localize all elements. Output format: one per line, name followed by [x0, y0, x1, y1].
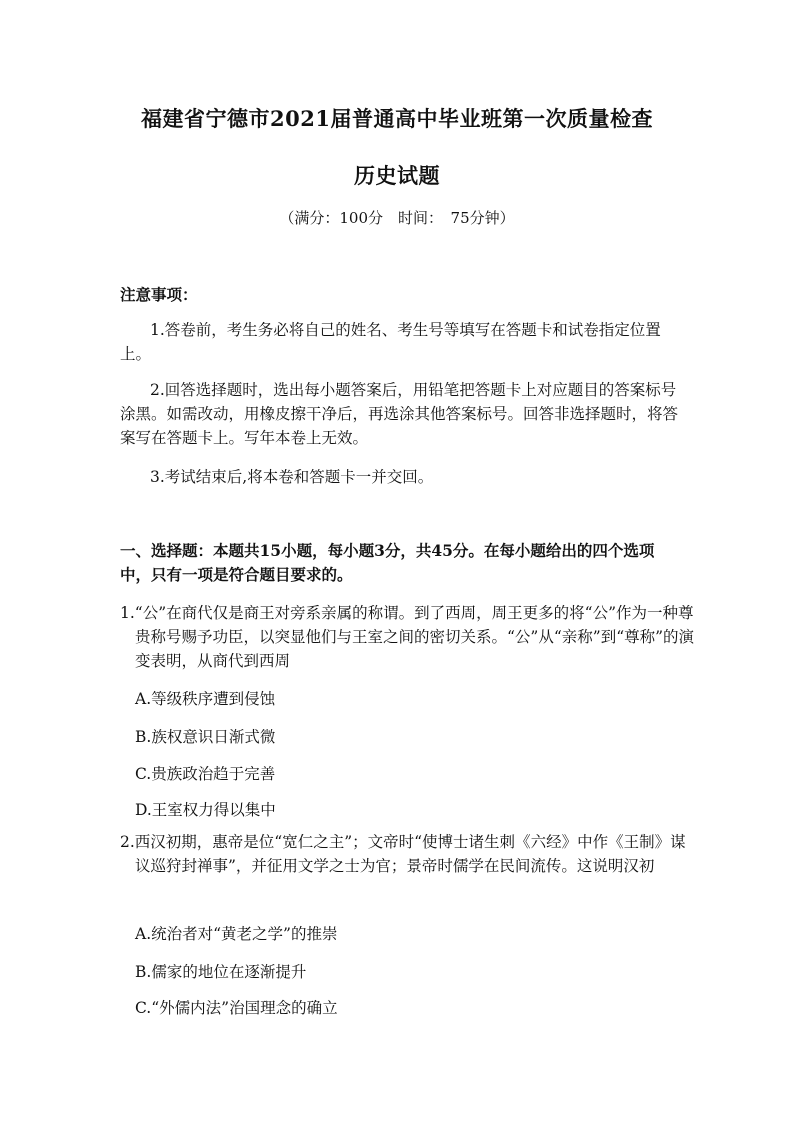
- notice-heading: 注意事项：: [120, 285, 198, 304]
- notice-item-1: 1.答卷前，考生务必将自己的姓名、考生号等填写在答题卡和试卷指定位置上。: [120, 321, 661, 363]
- question-1-option-c: C.贵族政治趋于完善: [135, 765, 276, 783]
- question-1-option-b: B.族权意识日渐式微: [135, 728, 276, 746]
- question-2-option-a: A.统治者对“黄老之学”的推崇: [135, 925, 338, 943]
- subject-title: 历史试题: [354, 163, 440, 188]
- exam-meta: （满分：100分 时间： 75分钟）: [279, 209, 515, 227]
- question-1-option-a: A.等级秩序遭到侵蚀: [135, 690, 276, 708]
- question-2-option-b: B.儒家的地位在逐渐提升: [135, 963, 307, 981]
- notice-item-2: 2.回答选择题时，选出每小题答案后，用铅笔把答题卡上对应题目的答案标号涂黑。如需改动，用橡皮擦干净后，再选涂其他答案标号。回答非选择题时，将答案写在答题卡上。写年本卷上无效。: [120, 381, 679, 447]
- notice-item-3: 3.考试结束后,将本卷和答题卡一并交回。: [150, 468, 434, 486]
- question-2-option-c: C.“外儒内法”治国理念的确立: [135, 999, 338, 1017]
- question-1-option-d: D.王室权力得以集中: [135, 801, 276, 819]
- question-1-stem: 1.“公”在商代仅是商王对旁系亲属的称谓。到了西周，周王更多的将“公”作为一种尊贵称号赐予功臣，以突显他们与王室之间的密切关系。“公”从“亲称”到“尊称”的演变表明，从商代到西周: [120, 604, 695, 670]
- question-2-stem: 2.西汉初期，惠帝是位“宽仁之主”；文帝时“使博士诸生刺《六经》中作《王制》谋议巡狩封禅事”，并征用文学之士为官；景帝时儒学在民间流传。这说明汉初: [120, 833, 686, 875]
- exam-title: 福建省宁德市2021届普通高中毕业班第一次质量检查: [141, 106, 653, 131]
- section-heading: 一、选择题：本题共15小题，每小题3分，共45分。在每小题给出的四个选项中，只有一项是符合题目要求的。: [120, 541, 655, 584]
